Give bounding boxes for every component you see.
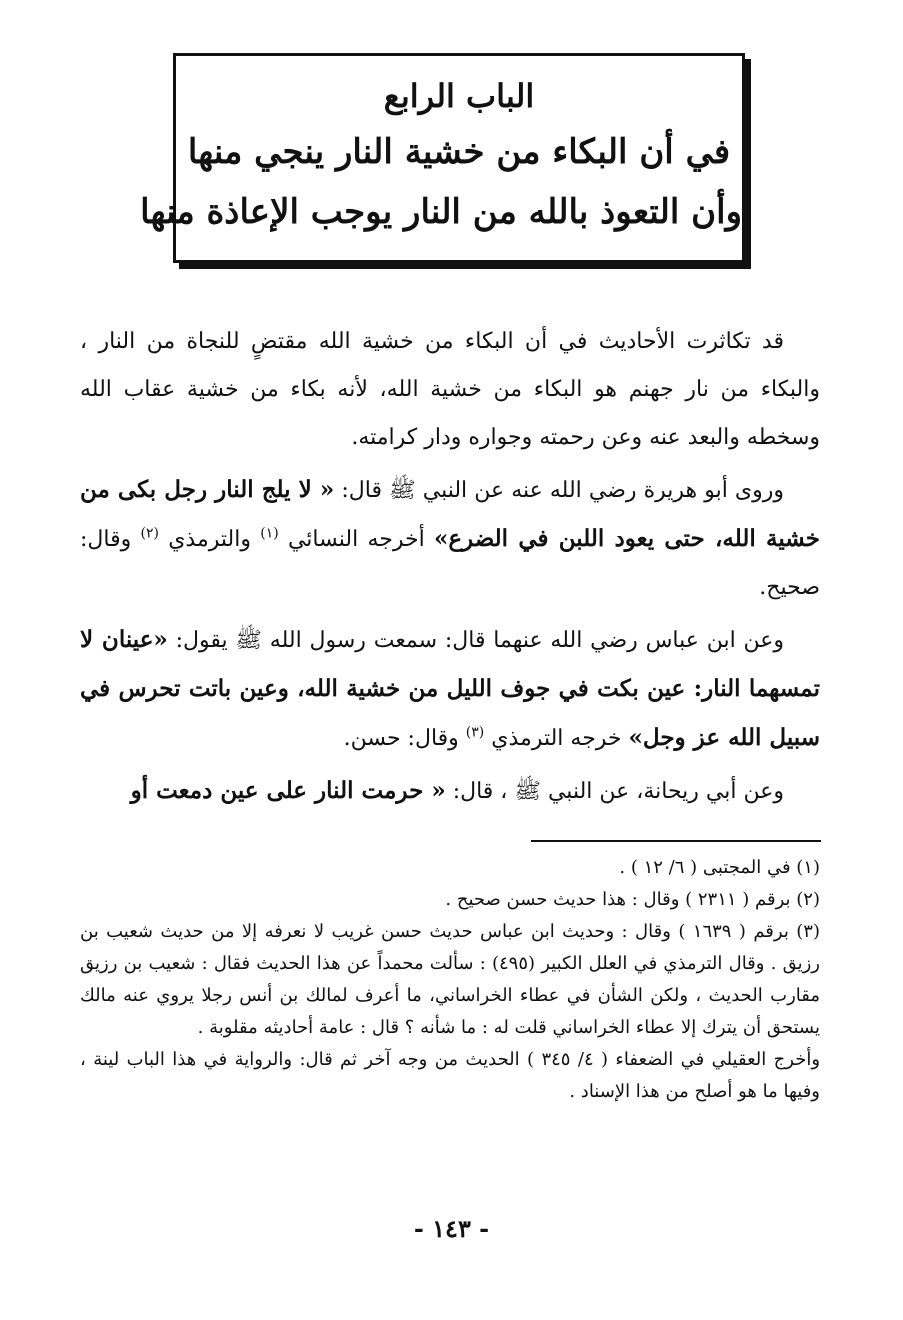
hadith-quote-2: «عينان لا تمسهما النار: عين بكت في جوف الليل من خشية الله، وعين باتت تحرس في سبيل الله عز وجل» [80, 626, 820, 751]
chapter-title-line-1: في أن البكاء من خشية النار ينجي منها [187, 132, 731, 172]
main-text [80, 318, 820, 820]
paragraph-3-intro: وعن ابن عباس رضي الله عنهما قال: سمعت رسول الله ﷺ يقول: [167, 628, 784, 653]
footnote-3-continued: وأخرج العقيلي في الضعفاء ( ٤/ ٣٤٥ ) الحديث من وجه آخر ثم قال: والرواية في هذا الباب لينة ، وفيها ما هو أصلح من هذا الإسناد . [80, 1049, 821, 1102]
chapter-title-line-2: وأن التعوذ بالله من النار يوجب الإعاذة منها [140, 192, 742, 232]
chapter-title-box [140, 53, 745, 263]
footnotes [80, 852, 820, 1108]
paragraph-2-source: أخرجه النسائي [278, 527, 434, 552]
footnote-separator [531, 840, 821, 842]
paragraph-4-intro: وعن أبي ريحانة، عن النبي ﷺ ، قال: [445, 779, 784, 804]
paragraph-2-grade: وقال: صحيح. [80, 527, 820, 600]
hadith-quote-3: « حرمت النار على عين دمعت أو [130, 777, 446, 804]
page-number: - ١٤٣ - [413, 1214, 490, 1243]
footnote-2: (٢) برقم ( ٢٣١١ ) وقال : هذا حديث حسن صحيح . [445, 889, 820, 910]
footnote-ref-2[interactable]: (٢) [140, 525, 159, 542]
paragraph-4 [80, 767, 820, 816]
paragraph-3-grade: وقال: حسن. [343, 726, 466, 751]
footnote-3: (٣) برقم ( ١٦٣٩ ) وقال : وحديث ابن عباس حديث حسن غريب لا نعرفه إلا من حديث شعيب بن رزيق . وقال الترمذي في العلل الكبير (٤٩٥) : سألت محمداً عن هذا الحديث فقال : شعيب بن رزيق مقارب الحديث ، ولكن الشأن في عطاء الخراساني، ما أعرف لمالك بن أنس رجلا يروي عنه مالك يستحق أن يترك إلا عطاء الخراساني قلت له : ما شأنه ؟ قال : عامة أحاديثه مقلوبة . [80, 921, 820, 1038]
footnote-ref-3[interactable]: (٣) [465, 724, 485, 741]
paragraph-2-source-2: والترمذي [158, 527, 261, 552]
paragraph-3 [80, 616, 820, 763]
paragraph-3-source: خرجه الترمذي [484, 726, 629, 751]
paragraph-1: قد تكاثرت الأحاديث في أن البكاء من خشية الله مقتضٍ للنجاة من النار ، والبكاء من نار جهنم هو البكاء من خشية الله، لأنه بكاء من خشية عقاب الله وسخطه والبعد عنه وعن رحمته وجواره ودار كرامته. [80, 329, 820, 450]
chapter-number: الباب الرابع [383, 77, 535, 115]
hadith-quote-1: « لا يلج النار رجل بكى من خشية الله، حتى يعود اللبن في الضرع» [80, 476, 820, 552]
footnote-ref-1[interactable]: (١) [260, 525, 279, 542]
paragraph-2 [80, 466, 820, 612]
paragraph-2-intro: وروى أبو هريرة رضي الله عنه عن النبي ﷺ قال: [334, 478, 784, 503]
footnote-1: (١) في المجتبى ( ٦/ ١٢ ) . [619, 857, 820, 878]
